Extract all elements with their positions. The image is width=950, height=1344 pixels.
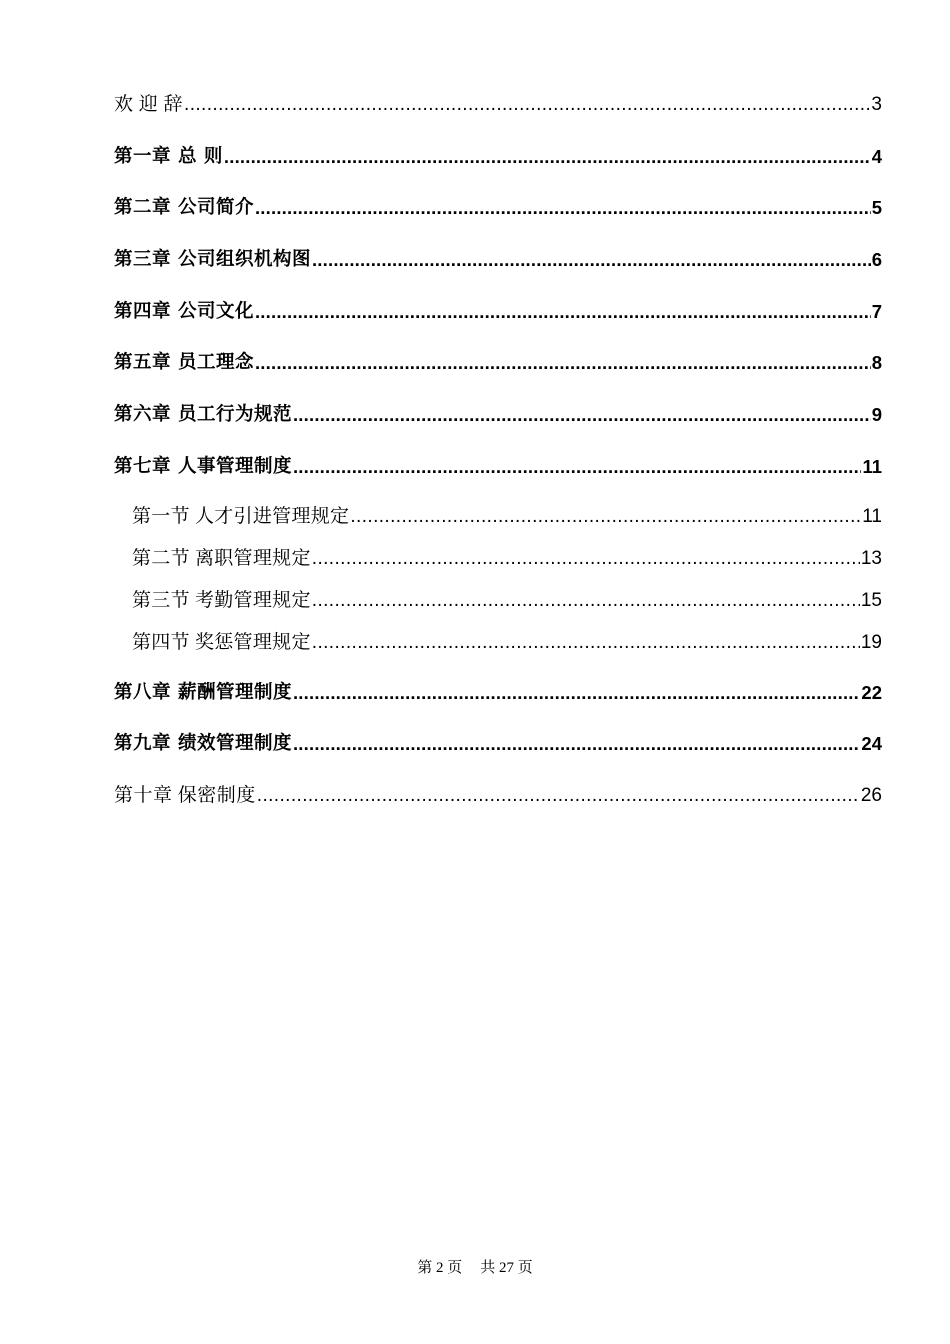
toc-entry-title: 第七章 人事管理制度 bbox=[114, 455, 292, 477]
toc-dot-leader bbox=[255, 195, 871, 221]
toc-entry-title: 第八章 薪酬管理制度 bbox=[114, 681, 292, 703]
toc-entry-page: 11 bbox=[862, 455, 882, 477]
toc-entry-title: 第九章 绩效管理制度 bbox=[114, 733, 292, 755]
toc-dot-leader bbox=[293, 680, 860, 706]
toc-entry-title: 欢 迎 辞 bbox=[114, 94, 184, 115]
page-footer bbox=[0, 1256, 950, 1277]
toc-entry-title: 第三节 考勤管理规定 bbox=[132, 589, 311, 611]
toc-entry-chapter-10[interactable] bbox=[114, 779, 882, 831]
toc-entry-title: 第十章 保密制度 bbox=[114, 784, 256, 806]
toc-dot-leader bbox=[255, 350, 871, 376]
toc-entry-chapter-6[interactable] bbox=[114, 398, 882, 450]
toc-entry-section-7-3[interactable] bbox=[114, 584, 882, 626]
toc-entry-page: 13 bbox=[860, 547, 882, 569]
toc-entry-chapter-3[interactable] bbox=[114, 243, 882, 295]
toc-entry-chapter-9[interactable] bbox=[114, 727, 882, 779]
toc-entry-chapter-5[interactable] bbox=[114, 346, 882, 398]
toc-entry-chapter-7[interactable] bbox=[114, 450, 882, 502]
toc-entry-page: 26 bbox=[860, 784, 882, 806]
toc-entry-title: 第四节 奖惩管理规定 bbox=[132, 631, 311, 653]
toc-entry-title: 第三章 公司组织机构图 bbox=[114, 249, 311, 271]
toc-entry-welcome[interactable] bbox=[114, 88, 882, 140]
toc-entry-title: 第六章 员工行为规范 bbox=[114, 404, 292, 426]
toc-entry-page: 11 bbox=[862, 505, 882, 527]
toc-entry-title: 第二章 公司简介 bbox=[114, 197, 254, 219]
toc-entry-page: 15 bbox=[860, 589, 882, 611]
footer-total-pages: 共 27 页 bbox=[480, 1260, 533, 1276]
toc-dot-leader bbox=[255, 299, 871, 325]
toc-dot-leader bbox=[293, 731, 860, 757]
table-of-contents bbox=[114, 88, 882, 831]
toc-entry-page: 8 bbox=[871, 352, 882, 374]
toc-entry-title: 第二节 离职管理规定 bbox=[132, 547, 311, 569]
toc-entry-chapter-8[interactable] bbox=[114, 676, 882, 728]
toc-dot-leader bbox=[312, 546, 860, 572]
toc-entry-page: 3 bbox=[871, 94, 882, 115]
toc-dot-leader bbox=[350, 504, 861, 530]
toc-dot-leader bbox=[224, 144, 871, 170]
toc-entry-section-7-4[interactable] bbox=[114, 626, 882, 668]
toc-entry-chapter-2[interactable] bbox=[114, 191, 882, 243]
toc-entry-section-7-2[interactable] bbox=[114, 542, 882, 584]
toc-dot-leader bbox=[312, 247, 871, 273]
toc-entry-title: 第一章 总 则 bbox=[114, 145, 223, 167]
toc-entry-page: 19 bbox=[860, 631, 882, 653]
toc-dot-leader bbox=[312, 588, 860, 614]
toc-entry-title: 第一节 人才引进管理规定 bbox=[132, 505, 350, 527]
footer-current-page: 第 2 页 bbox=[417, 1260, 463, 1276]
toc-entry-chapter-4[interactable] bbox=[114, 295, 882, 347]
toc-dot-leader bbox=[293, 454, 861, 480]
toc-entry-page: 5 bbox=[871, 197, 882, 219]
toc-entry-page: 9 bbox=[871, 404, 882, 426]
toc-entry-page: 24 bbox=[861, 733, 882, 755]
toc-dot-leader bbox=[257, 783, 860, 809]
toc-dot-leader bbox=[184, 92, 870, 118]
toc-dot-leader bbox=[312, 630, 860, 656]
toc-entry-page: 7 bbox=[871, 300, 882, 322]
toc-dot-leader bbox=[293, 402, 871, 428]
toc-entry-page: 6 bbox=[871, 249, 882, 271]
toc-entry-chapter-1[interactable] bbox=[114, 140, 882, 192]
toc-entry-page: 4 bbox=[871, 145, 882, 167]
toc-entry-title: 第五章 员工理念 bbox=[114, 352, 254, 374]
toc-entry-title: 第四章 公司文化 bbox=[114, 300, 254, 322]
toc-entry-page: 22 bbox=[861, 681, 882, 703]
toc-entry-section-7-1[interactable] bbox=[114, 500, 882, 542]
